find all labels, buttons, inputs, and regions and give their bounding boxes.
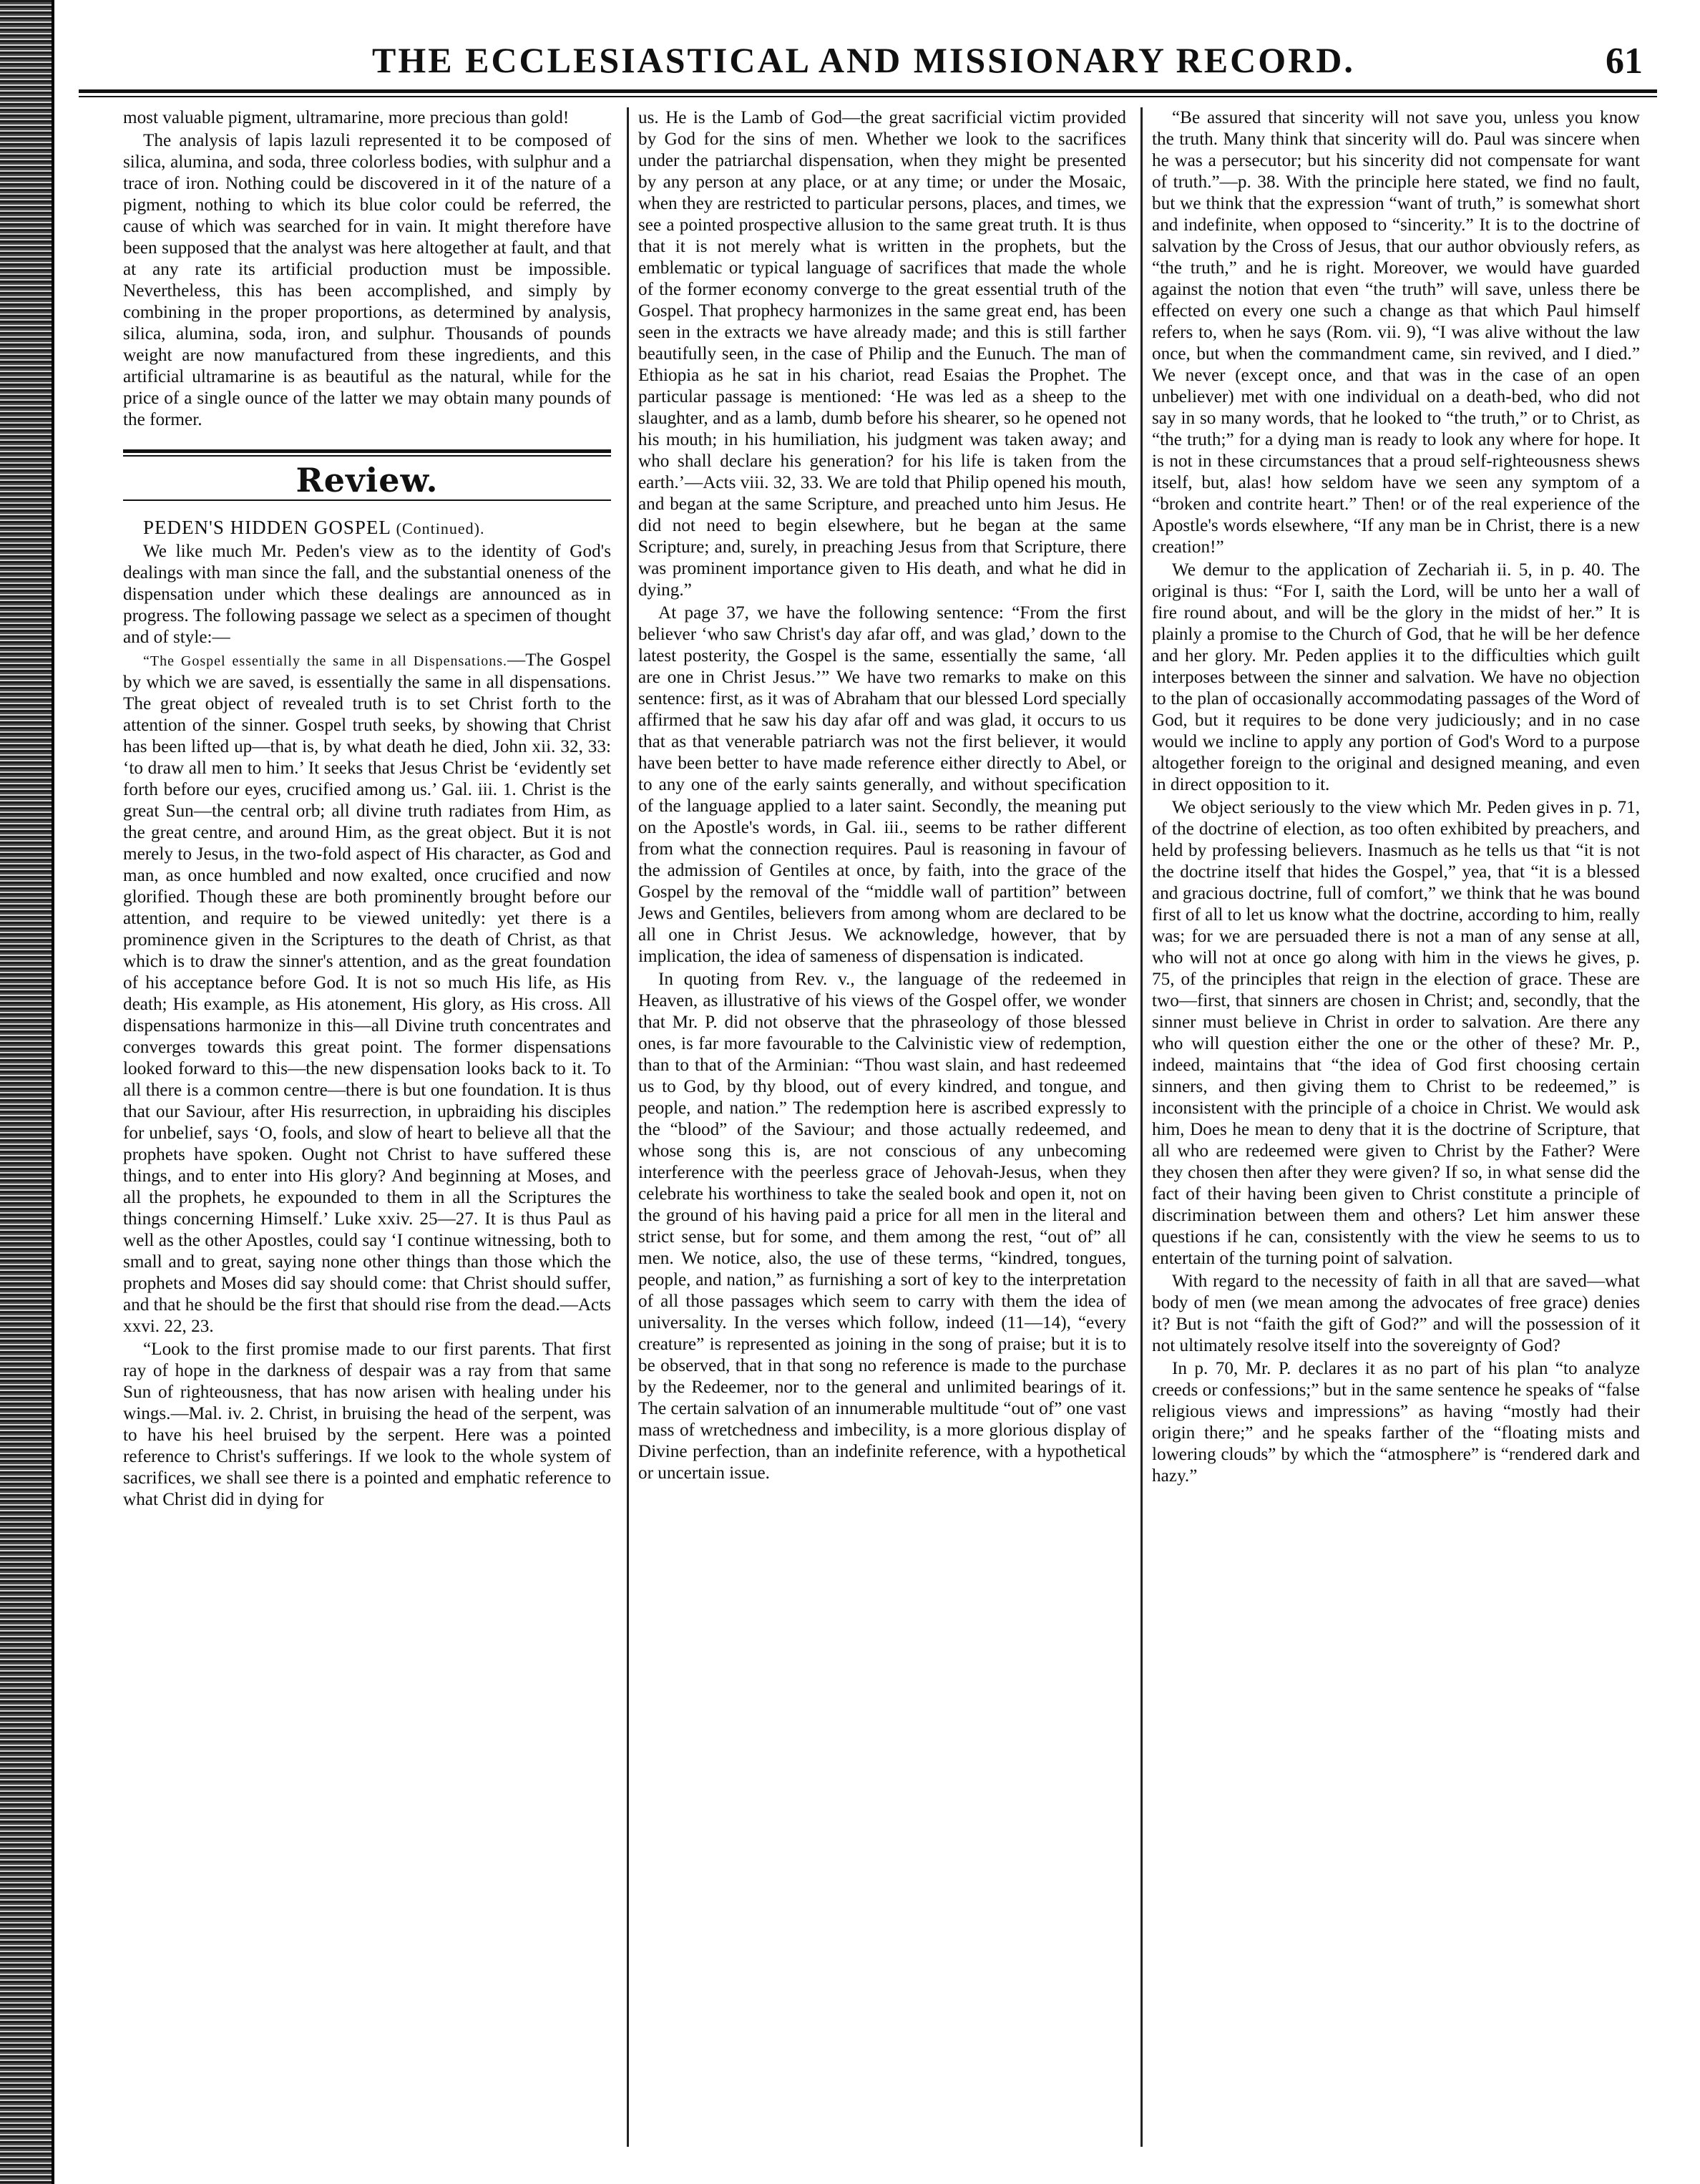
section-rule <box>123 449 611 453</box>
section-rule-thin <box>123 455 611 457</box>
article-title-text: PEDEN'S HIDDEN GOSPEL <box>143 517 391 538</box>
quote-paragraph <box>123 650 611 1337</box>
article-continued: (Continued). <box>396 520 485 537</box>
paragraph: us. He is the Lamb of God—the great sacrificial victim provided by God for the sins of men. Whether we look to the sacrifices under the patriarchal dispensation, when they might be presented by any person at any place, or at any time; or under the Mosaic, when they are restricted to particular persons, places, and times, we see a pointed prospective allusion to the same great truth. It is thus that it is not merely what is written in the prophets, but the emblematic or typical language of sacrifices that made the whole of the former economy converge to the great essential truth of the Gospel. That prophecy harmonizes in the same great end, has been seen in the extracts we have already made; and this is still farther beautifully seen, in the case of Philip and the Eunuch. The man of Ethiopia as he sat in his chariot, read Esaias the Prophet. The particular passage is mentioned: ‘He was led as a sheep to the slaughter, and as a lamb, dumb before his shearer, so he opened not his mouth; in his humiliation, his judgment was taken away; and who shall declare his generation? for his life is taken from the earth.’—Acts viii. 32, 33. We are told that Philip opened his mouth, and began at the same Scripture, and preached unto him Jesus. He did not need to begin elsewhere, but he began at the same Scripture; and, surely, in preaching Jesus from that Scripture, there was prominent importance given to His death, and what he did in dying.” <box>638 108 1126 600</box>
page-number: 61 <box>1606 41 1643 82</box>
paragraph: most valuable pigment, ultramarine, more precious than gold! <box>123 108 570 127</box>
paragraph: We demur to the application of Zechariah ii. 5, in p. 40. The original is thus: “For I, saith the Lord, will be unto her a wall of fire round about, and will be the glory in the midst of her.” It is plainly a promise to the Church of God, that he will be her defence and her glory. Mr. Peden applies it to the difficulties which guilt interposes between the sinner and salvation. We have no objection to the plan of occasionally accommodating passages of the Word of God, but it requires to be done very judiciously; and in no case would we incline to apply any portion of God's Word to a purpose altogether foreign to the original and designed meaning, and even in direct opposition to it. <box>1152 560 1640 794</box>
quote-text: —The Gospel by which we are saved, is essentially the same in all dispensations. The great object of revealed truth is to set Christ forth to the attention of the sinner. Gospel truth seeks, by showing that Christ has been lifted up—that is, by what death he died, John xii. 32, 33: ‘to draw all men to him.’ It seeks that Jesus Christ be ‘evidently set forth before our eyes, crucified among us.’ Gal. iii. 1. Christ is the great Sun—the central orb; all divine truth radiates from Him, as the great centre, and around Him, as the great object. But it is not merely to Jesus, in the two-fold aspect of His character, as God and man, as once humbled and now exalted, once crucified and now glorified. Though these are both prominently brought before our attention, and require to be viewed unitedly: yet there is a prominence given in the Scriptures to the death of Christ, as that which is to draw the sinner's attention, and as the great foundation of his acceptance before God. It is not so much His life, as His death; His example, as His atonement, His glory, as His cross. All dispensations harmonize in this—all Divine truth concentrates and converges towards this great point. The former dispensations looked forward to this—the new dispensation looks back to it. To all there is a common centre—there is but one foundation. It is thus that our Saviour, after His resurrection, in upbraiding his disciples for unbelief, says ‘O, fools, and slow of heart to believe all that the prophets have spoken. Ought not Christ to have suffered these things, and to enter into His glory? And beginning at Moses, and all the prophets, he expounded to them in all the Scriptures the things concerning Himself.’ Luke xxiv. 25—27. It is thus Paul as well as the other Apostles, could say ‘I continue witnessing, both to small and to great, saying none other things than those which the prophets and Moses did say should come: that Christ should suffer, and that he should be the first that should rise from the dead.—Acts xxvi. 22, 23. <box>123 650 612 1336</box>
section-title: Review. <box>295 461 439 499</box>
paragraph: With regard to the necessity of faith in all that are saved—what body of men (we mean among the advocates of free grace) denies it? But is not “faith the gift of God?” and will the possession of it not ultimately resolve itself into the sovereignty of God? <box>1152 1272 1640 1355</box>
paragraph: “Be assured that sincerity will not save you, unless you know the truth. Many think that sincerity will do. Paul was sincere when he was a persecutor; but his sincerity did not compensate for want of truth.”—p. 38. With the principle here stated, we find no fault, but we think that the expression “want of truth,” is somewhat short and indefinite, when opposed to “sincerity.” It is to the doctrine of salvation by the Cross of Jesus, that our author obviously refers, as “the truth,” and he is right. Moreover, we would have guarded against the notion that even “the truth” will save, unless there be effected on every one such a change as that which Paul himself refers to, when he says (Rom. vii. 9), “I was alive without the law once, but when the commandment came, sin revived, and I died.” We never (except once, and that was in the case of an open unbeliever) met with one individual on a death-bed, who did not say in so many words, that he looked to “the truth,” or to Christ, as “the truth;” for a dying man is ready to look any where for hope. It is not in these circumstances that a proud self-righteousness shews itself, but, alas! how seldom have we seen any symptom of a “broken and contrite heart.” Then! or of the real experience of the Apostle's words elsewhere, “If any man be in Christ, there is a new creation!” <box>1152 108 1640 557</box>
column-divider-2 <box>1140 107 1143 2147</box>
article-title <box>123 517 611 540</box>
header-rule-thin <box>79 96 1657 97</box>
paragraph: At page 37, we have the following sentence: “From the first believer ‘who saw Christ's day afar off, and was glad,’ down to the latest posterity, the Gospel is the same, essentially the same, ‘all are one in Christ Jesus.’” We have two remarks to make on this sentence: first, as it was of Abraham that our blessed Lord specially affirmed that he saw his day afar off and was glad, it occurs to us that as that venerable patriarch was not the first believer, it would have been better to have made reference either directly to Abel, or to any one of the early saints generally, and without specification of the language applied to a later saint. Secondly, the meaning put on the Apostle's words, in Gal. iii., seems to be rather different from what the connection requires. Paul is reasoning in favour of the admission of Gentiles at once, by faith, into the grace of the Gospel by the removal of the “middle wall of partition” between Jews and Gentiles, believers from among whom are declared to be all one in Christ Jesus. We acknowledge, however, that by implication, the idea of sameness of dispensation is indicated. <box>638 603 1126 966</box>
paragraph: The analysis of lapis lazuli represented it to be composed of silica, alumina, and soda, three colorless bodies, with sulphur and a trace of iron. Nothing could be discovered in it of the nature of a pigment, nothing to which its blue color could be referred, the cause of which was searched for in vain. It might therefore have been supposed that the analyst was here altogether at fault, and that at any rate its artificial production must be impossible. Nevertheless, this has been accomplished, and simply by combining in the proper proportions, as determined by analysis, silica, alumina, soda, iron, and sulphur. Thousands of pounds weight are now manufactured from these ingredients, and this artificial ultramarine is as beautiful as the natural, while for the price of a single ounce of the latter we may obtain many pounds of the former. <box>123 131 611 429</box>
paragraph: In quoting from Rev. v., the language of the redeemed in Heaven, as illustrative of his views of the Gospel offer, we wonder that Mr. P. did not observe that the phraseology of those blessed ones, is far more favourable to the Calvinistic view of redemption, than to that of the Arminian: “Thou wast slain, and hast redeemed us to God, by thy blood, out of every kindred, and tongue, and people, and nation.” The redemption here is ascribed expressly to the “blood” of the Saviour; and those actually redeemed, and whose song this is, are not conscious of any unbecoming interference with the peerless grace of Jehovah-Jesus, when they celebrate his worthiness to take the sealed book and open it, not on the ground of his having paid a price for all men in the literal and strict sense, but for some, and them among the rest, “out of” all men. We notice, also, the use of these terms, “kindred, tongues, people, and nation,” as furnishing a sort of key to the interpretation of all those passages which seem to carry with them the idea of universality. In the verses which follow, indeed (11—14), “every creature” is represented as joining in the song of praise; but it is to be observed, that in that song no reference is made to the purchase by the Redeemer, nor to the general and unlimited bearings of it. The certain salvation of an innumerable multitude “out of” one vast mass of wretchedness and imbecility, is a more glorious display of Divine perfection, than an indefinite reference, with a hypothetical or uncertain issue. <box>638 970 1126 1483</box>
header-rule <box>79 89 1657 93</box>
column-divider-1 <box>627 107 629 2147</box>
paragraph: In p. 70, Mr. P. declares it as no part of his plan “to analyze creeds or confessions;” but in the same sentence he speaks of “false religious views and impressions” as having “mostly had their origin there;” and he speaks farther of the “floating mists and lowering clouds” by which the “atmosphere” is “rendered dark and hazy.” <box>1152 1359 1640 1486</box>
binding-rule <box>52 0 54 2184</box>
paragraph: “Look to the first promise made to our first parents. That first ray of hope in the darkness of despair was a ray from that same Sun of righteousness, that has now arisen with healing under his wings.—Mal. iv. 2. Christ, in bruising the head of the serpent, was to have his heel bruised by the serpent. Here was a pointed reference to Christ's sufferings. If we look to the whole system of sacrifices, we shall see there is a pointed and emphatic reference to what Christ did in dying for <box>123 1340 611 1509</box>
quote-heading: “The Gospel essentially the same in all Dispensations. <box>143 653 508 669</box>
section-rule-under <box>123 499 611 501</box>
binding-edge <box>0 0 52 2184</box>
column-1 <box>123 107 611 1511</box>
running-title: THE ECCLESIASTICAL AND MISSIONARY RECORD. <box>372 40 1355 80</box>
paragraph: We object seriously to the view which Mr. Peden gives in p. 71, of the doctrine of election, as too often exhibited by preachers, and held by professing believers. Inasmuch as he tells us that “it is not the doctrine itself that hides the Gospel,” yea, that “it is a blessed and gracious doctrine, full of comfort,” we think that he was bound first of all to let us know what the doctrine, according to him, really was; for we are persuaded there is not a man of any sense at all, who will not at once go along with him in the views he gives, p. 75, of the principles that reign in the election of grace. These are two—first, that sinners are chosen in Christ; and, secondly, that the sinner must believe in Christ in order to salvation. Are there any who will question either the one or the other of these? Mr. P., indeed, maintains that “the idea of God first choosing certain sinners, and then giving them to Christ to be redeemed,” is inconsistent with the principle of a choice in Christ. We would ask him, Does he mean to deny that it is the doctrine of Scripture, that all who are redeemed were given to Christ by the Father? Were they chosen then after they were given? If so, in what sense did the fact of their having been given to Christ constitute a principle of discrimination between them and others? Let him answer these questions if he can, consistently with the view he seems to us to entertain of the turning point of salvation. <box>1152 798 1640 1268</box>
column-2 <box>638 107 1126 1484</box>
column-3 <box>1152 107 1640 1487</box>
paragraph: We like much Mr. Peden's view as to the identity of God's dealings with man since the fall, and the substantial oneness of the dispensation under which these dealings are announced as in progress. The following passage we select as a specimen of thought and of style:— <box>123 542 611 647</box>
